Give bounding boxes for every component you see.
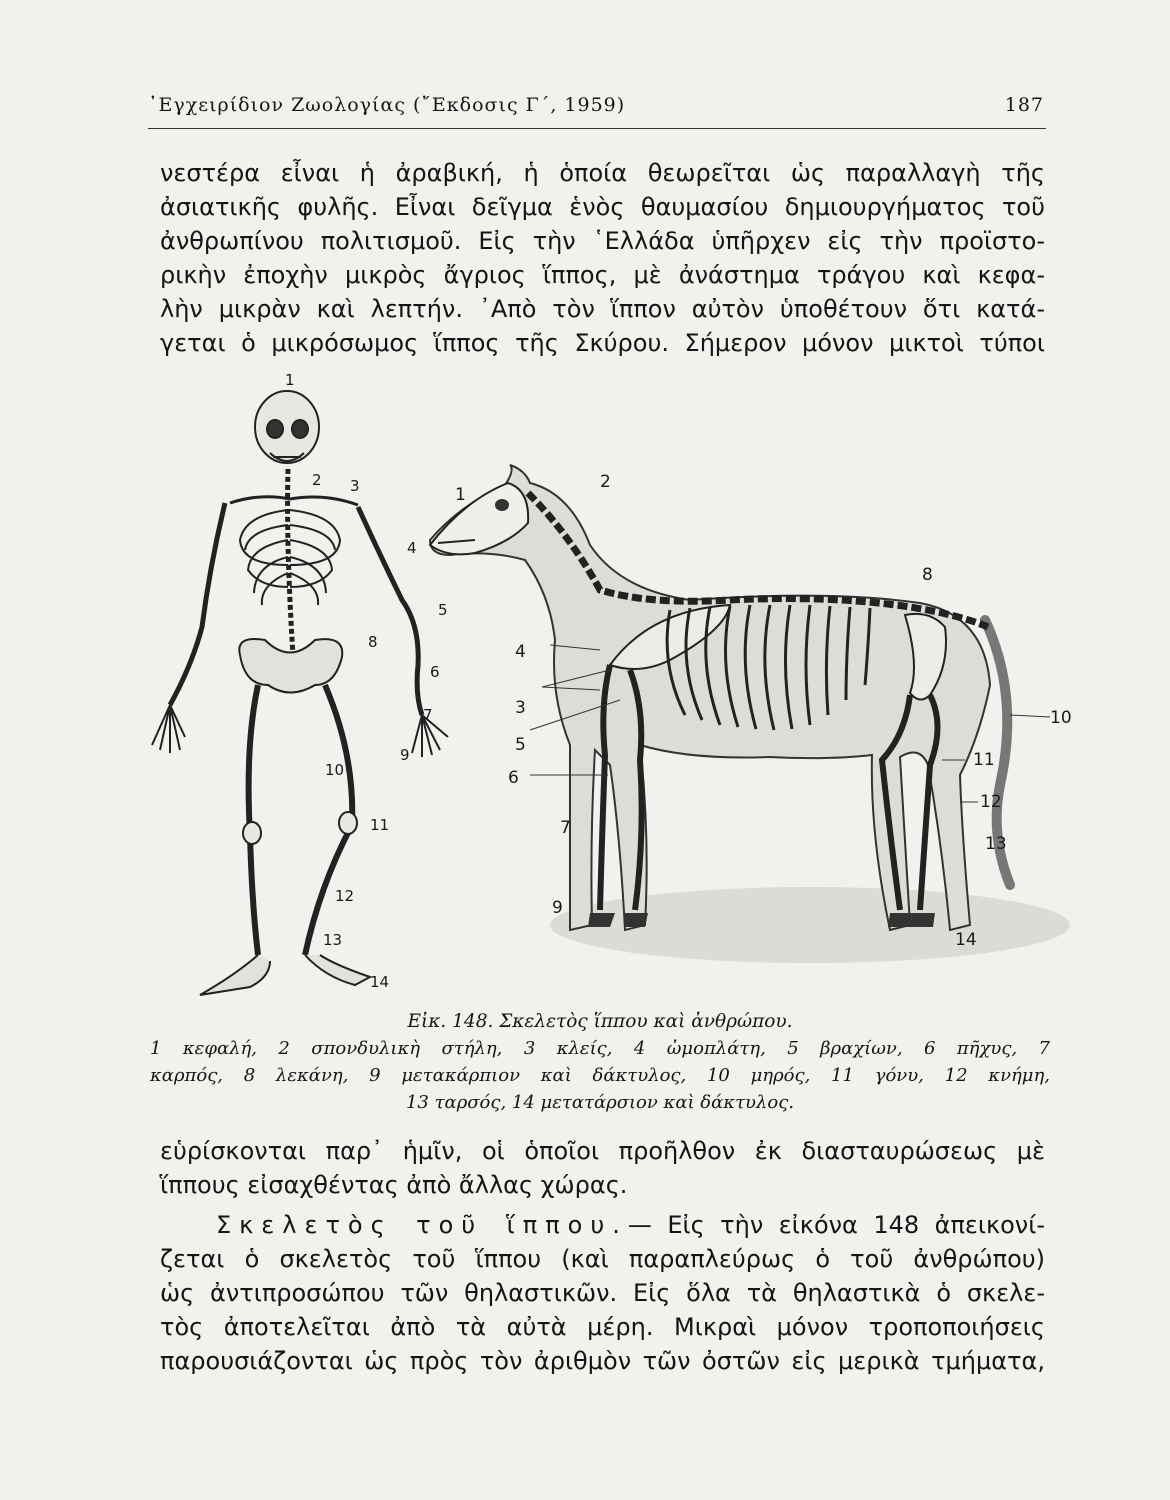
human-label-14: 14 — [370, 973, 390, 991]
human-label-2: 2 — [312, 471, 322, 489]
horse-label-7: 7 — [560, 818, 571, 838]
caption-line: καρπός, 8 λεκάνη, 9 μετακάρπιον καὶ δάκτυλος, 10 μηρός, 11 γόνυ, 12 κνήμη, — [150, 1065, 1050, 1086]
figure-caption — [150, 1008, 1050, 1116]
figure-148 — [130, 365, 1072, 1005]
header-rule — [148, 128, 1046, 129]
text-line: ἀνθρωπίνου πολιτισμοῦ. Εἰς τὴν ῾Ελλάδα ὑπῆρχεν εἰς τὴν προϊστο- — [160, 227, 1045, 255]
horse-label-10: 10 — [1050, 708, 1072, 728]
running-title: ᾿Εγχειρίδιον Ζωολογίας (῎Εκδοσις Γ΄, 1959) — [148, 94, 626, 116]
section-first-line — [160, 1208, 1045, 1242]
human-label-8: 8 — [368, 633, 378, 651]
horse-skeleton — [430, 465, 1070, 963]
text-line: παρουσιάζονται ὡς πρὸς τὸν ἀριθμὸν τῶν ὀστῶν εἰς μερικὰ τμήματα, — [160, 1347, 1045, 1375]
human-skull — [255, 391, 319, 463]
horse-label-14: 14 — [955, 930, 977, 950]
human-label-13: 13 — [323, 931, 343, 949]
page-number: 187 — [1004, 94, 1044, 116]
human-skeleton — [152, 391, 448, 995]
human-label-10: 10 — [325, 761, 345, 779]
horse-label-1: 1 — [455, 485, 466, 505]
horse-label-13: 13 — [985, 834, 1007, 854]
human-label-1: 1 — [285, 371, 295, 389]
human-spine — [288, 469, 293, 655]
horse-label-4: 4 — [515, 642, 526, 662]
section-heading: Σκελετὸς τοῦ ἵππου. — [216, 1211, 628, 1239]
text-line: ἀσιατικῆς φυλῆς. Εἶναι δεῖγμα ἑνὸς θαυμασίου δημιουργήματος τοῦ — [160, 193, 1045, 221]
text-line: λὴν μικρὰν καὶ λεπτήν. ᾿Απὸ τὸν ἵππον αὐτὸν ὑποθέτουν ὅτι κατά- — [160, 295, 1045, 323]
human-label-7: 7 — [423, 706, 433, 724]
horse-label-12: 12 — [980, 792, 1002, 812]
section-first-line-text: — Εἰς τὴν εἰκόνα 148 ἀπεικονί- — [627, 1211, 1045, 1239]
human-label-3: 3 — [350, 477, 360, 495]
section-paragraph — [160, 1208, 1045, 1378]
running-head — [148, 94, 1046, 116]
text-line: ἵππους εἰσαχθέντας ἀπὸ ἄλλας χώρας. — [160, 1171, 628, 1199]
horse-label-9: 9 — [552, 898, 563, 918]
human-label-4: 4 — [407, 539, 417, 557]
caption-title: Εἰκ. 148. Σκελετὸς ἵππου καὶ ἀνθρώπου. — [407, 1011, 793, 1032]
text-line: εὑρίσκονται παρ᾿ ἡμῖν, οἱ ὁποῖοι προῆλθον ἐκ διασταυρώσεως μὲ — [160, 1137, 1045, 1165]
text-line: ζεται ὁ σκελετὸς τοῦ ἵππου (καὶ παραπλεύρως ὁ τοῦ ἀνθρώπου) — [160, 1245, 1045, 1273]
human-label-5: 5 — [438, 601, 448, 619]
text-line: νεστέρα εἶναι ἡ ἀραβική, ἡ ὁποία θεωρεῖται ὡς παραλλαγὴ τῆς — [160, 159, 1045, 187]
horse-label-8: 8 — [922, 565, 933, 585]
human-label-9: 9 — [400, 746, 410, 764]
top-paragraph — [160, 156, 1045, 360]
horse-label-6: 6 — [508, 768, 519, 788]
caption-line: 13 ταρσός, 14 μετατάρσιον καὶ δάκτυλος. — [405, 1092, 795, 1113]
horse-label-11: 11 — [973, 750, 995, 770]
text-line: ὡς ἀντιπροσώπου τῶν θηλαστικῶν. Εἰς ὅλα τὰ θηλαστικὰ ὁ σκελε- — [160, 1279, 1045, 1307]
horse-label-2: 2 — [600, 472, 611, 492]
human-label-11: 11 — [370, 816, 390, 834]
text-line: τὸς ἀποτελεῖται ἀπὸ τὰ αὐτὰ μέρη. Μικραὶ μόνον τροποποιήσεις — [160, 1313, 1045, 1341]
bottom-paragraph — [160, 1134, 1045, 1202]
text-line: γεται ὁ μικρόσωμος ἵππος τῆς Σκύρου. Σήμερον μόνον μικτοὶ τύποι — [160, 329, 1045, 357]
caption-line: 1 κεφαλή, 2 σπονδυλικὴ στήλη, 3 κλείς, 4 ὠμοπλάτη, 5 βραχίων, 6 πῆχυς, 7 — [150, 1038, 1050, 1059]
human-label-6: 6 — [430, 663, 440, 681]
text-line: ρικὴν ἐποχὴν μικρὸς ἄγριος ἵππος, μὲ ἀνάστημα τράγου καὶ κεφα- — [160, 261, 1045, 289]
skeleton-illustration — [130, 365, 1072, 1005]
horse-label-5: 5 — [515, 735, 526, 755]
human-label-12: 12 — [335, 887, 355, 905]
horse-label-3: 3 — [515, 698, 526, 718]
